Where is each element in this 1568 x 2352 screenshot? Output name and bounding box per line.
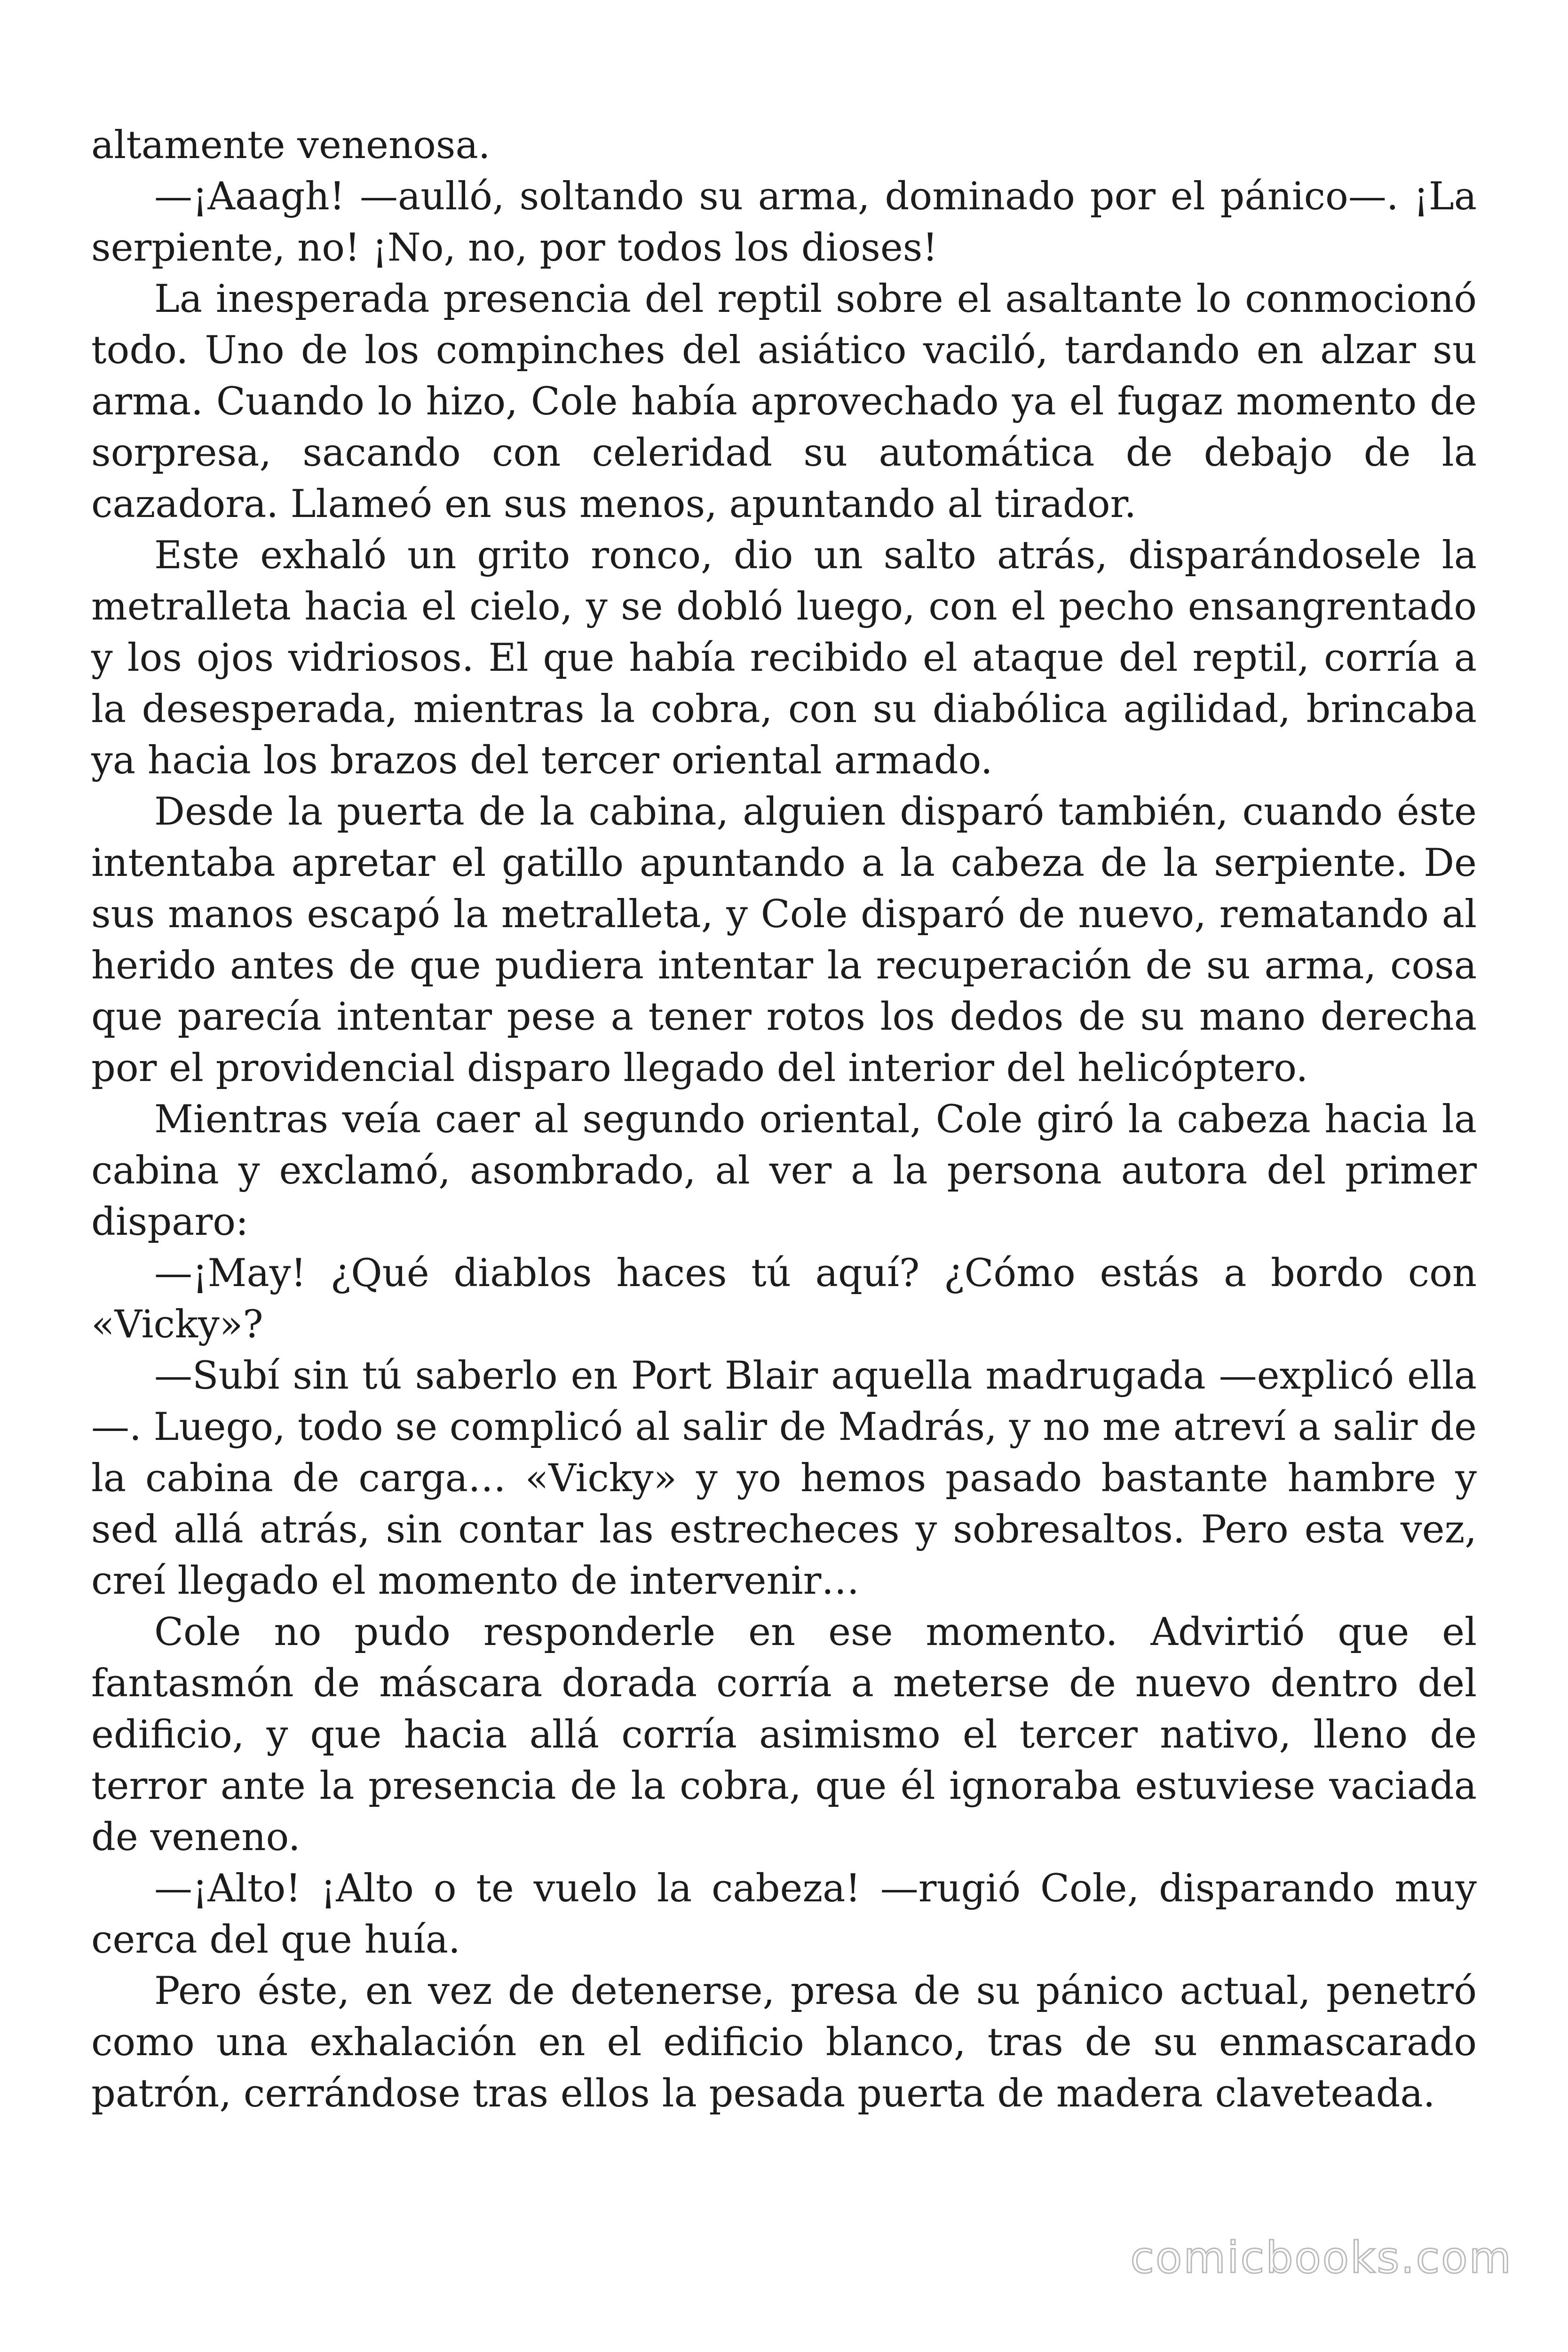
paragraph-10: Pero éste, en vez de detenerse, presa de su pánico actual, penetró como una exhalación en el edificio blanco, tras de su enmascarado patrón, cerrándose tras ellos la pesada puerta de madera claveteada. xyxy=(91,1969,1477,2116)
watermark: comicbooks.com xyxy=(1130,2233,1513,2283)
paragraph-0: altamente venenosa. xyxy=(91,123,491,167)
paragraph-6: —¡May! ¿Qué diablos haces tú aquí? ¿Cómo estás a bordo con «Vicky»? xyxy=(91,1251,1477,1347)
paragraph-7: —Subí sin tú saberlo en Port Blair aquella madrugada —explicó ella —. Luego, todo se complicó al salir de Madrás, y no me atreví a salir de la cabina de carga… «Vicky» y yo hemos pasado bastante hambre y sed allá atrás, sin contar las estrecheces y sobresaltos. Pero esta vez, creí llegado el momento de intervenir… xyxy=(91,1354,1477,1603)
paragraph-2: La inesperada presencia del reptil sobre el asaltante lo conmocionó todo. Uno de los compinches del asiático vaciló, tardando en alzar su arma. Cuando lo hizo, Cole había aprovechado ya el fugaz momento de sorpresa, sacando con celeridad su automática de debajo de la cazadora. Llameó en sus menos, apuntando al tirador. xyxy=(91,277,1477,526)
paragraph-8: Cole no pudo responderle en ese momento. Advirtió que el fantasmón de máscara dorada corría a meterse de nuevo dentro del edificio, y que hacia allá corría asimismo el tercer nativo, lleno de terror ante la presencia de la cobra, que él ignoraba estuviese vaciada de veneno. xyxy=(91,1610,1477,1859)
paragraph-5: Mientras veía caer al segundo oriental, Cole giró la cabeza hacia la cabina y exclamó, asombrado, al ver a la persona autora del primer disparo: xyxy=(91,1097,1477,1244)
paragraph-9: —¡Alto! ¡Alto o te vuelo la cabeza! —rugió Cole, disparando muy cerca del que huía. xyxy=(91,1867,1477,1962)
page-body xyxy=(91,120,1477,2120)
paragraph-3: Este exhaló un grito ronco, dio un salto atrás, disparándosele la metralleta hacia el cielo, y se dobló luego, con el pecho ensangrentado y los ojos vidriosos. El que había recibido el ataque del reptil, corría a la desesperada, mientras la cobra, con su diabólica agilidad, brincaba ya hacia los brazos del tercer oriental armado. xyxy=(91,533,1477,783)
paragraph-1: —¡Aaagh! —aulló, soltando su arma, dominado por el pánico—. ¡La serpiente, no! ¡No, no, por todos los dioses! xyxy=(91,175,1477,270)
paragraph-4: Desde la puerta de la cabina, alguien disparó también, cuando éste intentaba apretar el gatillo apuntando a la cabeza de la serpiente. De sus manos escapó la metralleta, y Cole disparó de nuevo, rematando al herido antes de que pudiera intentar la recuperación de su arma, cosa que parecía intentar pese a tener rotos los dedos de su mano derecha por el providencial disparo llegado del interior del helicóptero. xyxy=(91,790,1477,1090)
